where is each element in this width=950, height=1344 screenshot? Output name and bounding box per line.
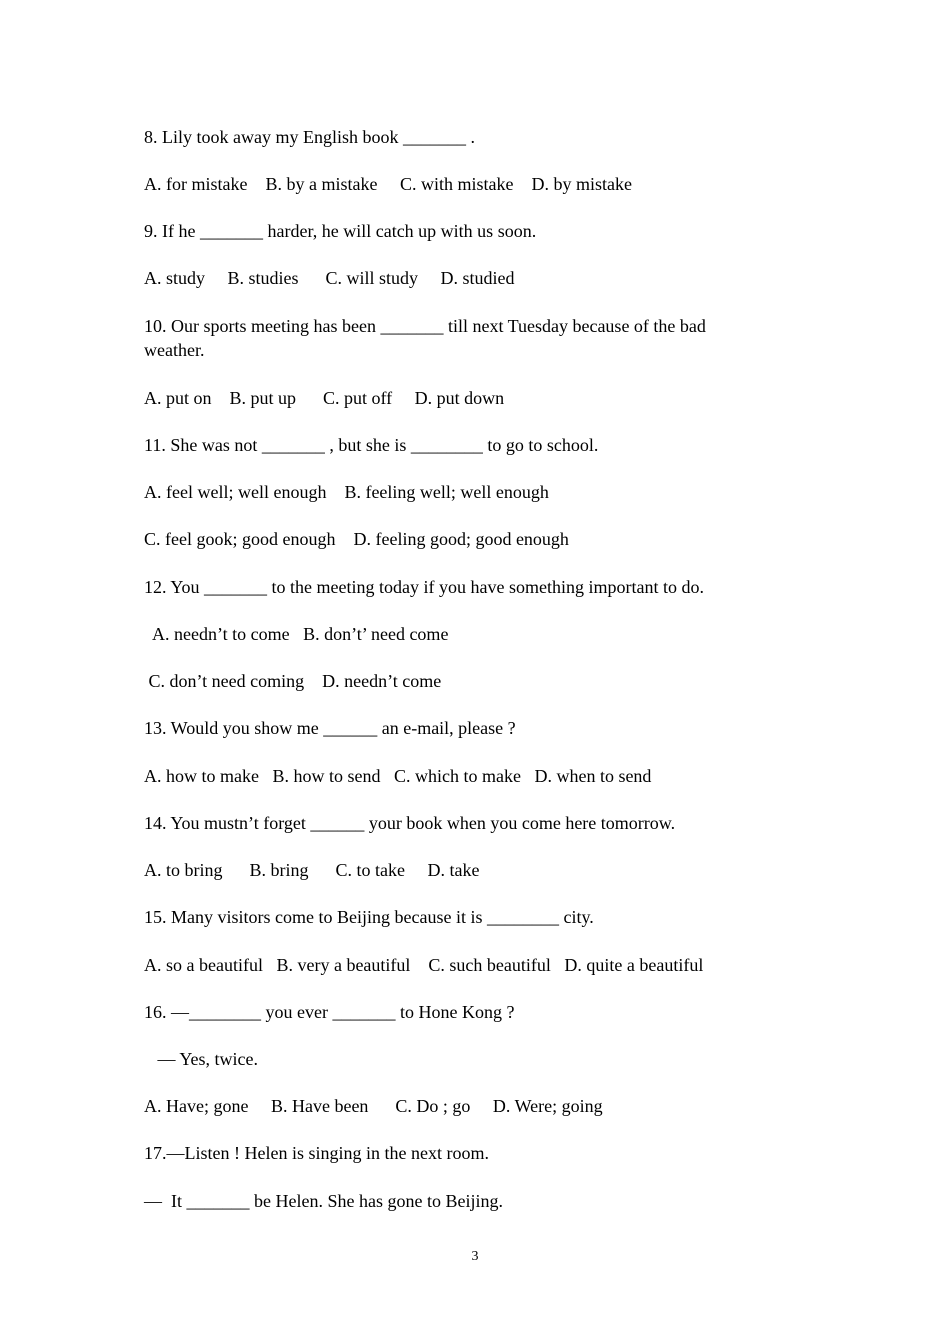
question-9-options: A. study B. studies C. will study D. studied [144,268,515,288]
question-8-options: A. for mistake B. by a mistake C. with mistake D. by mistake [144,174,632,194]
question-10: 10. Our sports meeting has been _______ till next Tuesday because of the bad weather. [144,316,706,360]
question-15-options: A. so a beautiful B. very a beautiful C. such beautiful D. quite a beautiful [144,955,704,975]
question-8: 8. Lily took away my English book _______ . [144,127,475,147]
question-12-options-cd: C. don’t need coming D. needn’t come [144,671,442,691]
question-14: 14. You mustn’t forget ______ your book when you come here tomorrow. [144,813,676,833]
question-16: 16. —________ you ever _______ to Hone Kong ? [144,1002,515,1022]
page-number: 3 [471,1249,479,1264]
question-11: 11. She was not _______ , but she is ________ to go to school. [144,435,599,455]
question-9: 9. If he _______ harder, he will catch up with us soon. [144,221,537,241]
question-12: 12. You _______ to the meeting today if you have something important to do. [144,577,704,597]
question-10-options: A. put on B. put up C. put off D. put down [144,388,505,408]
question-14-options: A. to bring B. bring C. to take D. take [144,860,480,880]
question-17: 17.—Listen ! Helen is singing in the next room. [144,1143,489,1163]
question-11-options-cd: C. feel gook; good enough D. feeling good; good enough [144,529,569,549]
question-13-options: A. how to make B. how to send C. which to make D. when to send [144,766,652,786]
question-15: 15. Many visitors come to Beijing because it is ________ city. [144,907,594,927]
question-13: 13. Would you show me ______ an e-mail, please ? [144,718,516,738]
question-12-options-ab: A. needn’t to come B. don’t’ need come [144,624,449,644]
question-17-reply: — It _______ be Helen. She has gone to Beijing. [144,1191,503,1211]
question-16-options: A. Have; gone B. Have been C. Do ; go D. Were; going [144,1096,603,1116]
question-16-reply: — Yes, twice. [144,1049,259,1069]
question-11-options-ab: A. feel well; well enough B. feeling well; well enough [144,482,549,502]
